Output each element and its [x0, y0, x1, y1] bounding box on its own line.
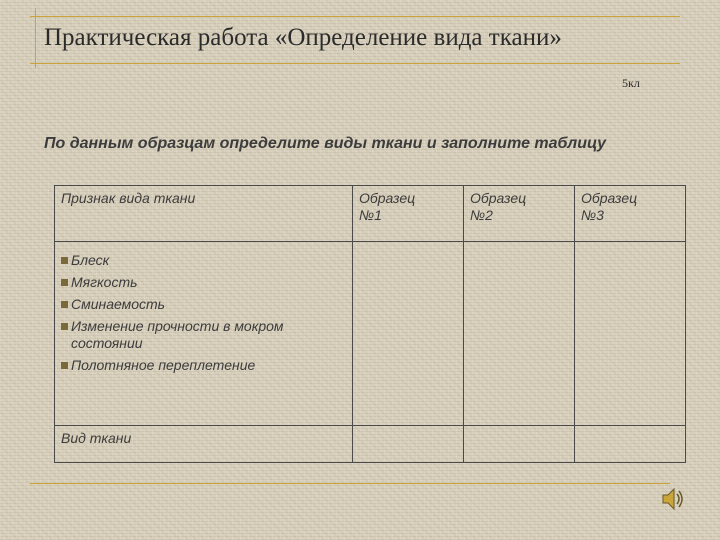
- square-bullet-icon: [61, 362, 68, 369]
- list-item: Изменение прочности в мокром состоянии: [61, 318, 346, 352]
- instruction-text: По данным образцам определите виды ткани и заполните таблицу: [44, 135, 606, 152]
- attribute-header-label: Признак вида ткани: [61, 190, 196, 206]
- sample-header-word: Образец: [581, 190, 638, 206]
- list-item: Полотняное переплетение: [61, 357, 346, 374]
- attributes-cell: [55, 242, 353, 426]
- title-underline: [30, 63, 680, 64]
- page-title: Практическая работа «Определение вида ткани»: [44, 24, 562, 51]
- sample-header-number: №2: [470, 207, 493, 223]
- list-item: Сминаемость: [61, 296, 346, 313]
- grade-label: 5кл: [622, 76, 640, 90]
- sample-3-result-cell[interactable]: [575, 426, 686, 463]
- square-bullet-icon: [61, 257, 68, 264]
- attribute-list: [61, 246, 346, 374]
- sample-header-cell-2: [464, 186, 575, 242]
- result-label: Вид ткани: [61, 430, 132, 446]
- bottom-decor-line: [30, 483, 670, 484]
- speaker-icon[interactable]: [660, 486, 684, 517]
- sample-2-result-cell[interactable]: [464, 426, 575, 463]
- result-row: [55, 426, 686, 463]
- sample-header-word: Образец: [470, 190, 527, 206]
- result-label-cell: [55, 426, 353, 463]
- square-bullet-icon: [61, 323, 68, 330]
- attributes-row: [55, 242, 686, 426]
- sample-2-attributes-cell[interactable]: [464, 242, 575, 426]
- table-header-row: [55, 186, 686, 242]
- sample-3-attributes-cell[interactable]: [575, 242, 686, 426]
- top-decor-line: [30, 16, 680, 17]
- list-item: Мягкость: [61, 274, 346, 291]
- list-item: Блеск: [61, 252, 346, 269]
- sample-1-attributes-cell[interactable]: [353, 242, 464, 426]
- square-bullet-icon: [61, 301, 68, 308]
- fabric-table: [54, 185, 686, 463]
- sample-header-number: №3: [581, 207, 604, 223]
- sample-header-cell-1: [353, 186, 464, 242]
- attribute-header-cell: [55, 186, 353, 242]
- sample-header-cell-3: [575, 186, 686, 242]
- sample-header-number: №1: [359, 207, 382, 223]
- left-decor-line: [35, 8, 36, 68]
- sample-1-result-cell[interactable]: [353, 426, 464, 463]
- sample-header-word: Образец: [359, 190, 416, 206]
- square-bullet-icon: [61, 279, 68, 286]
